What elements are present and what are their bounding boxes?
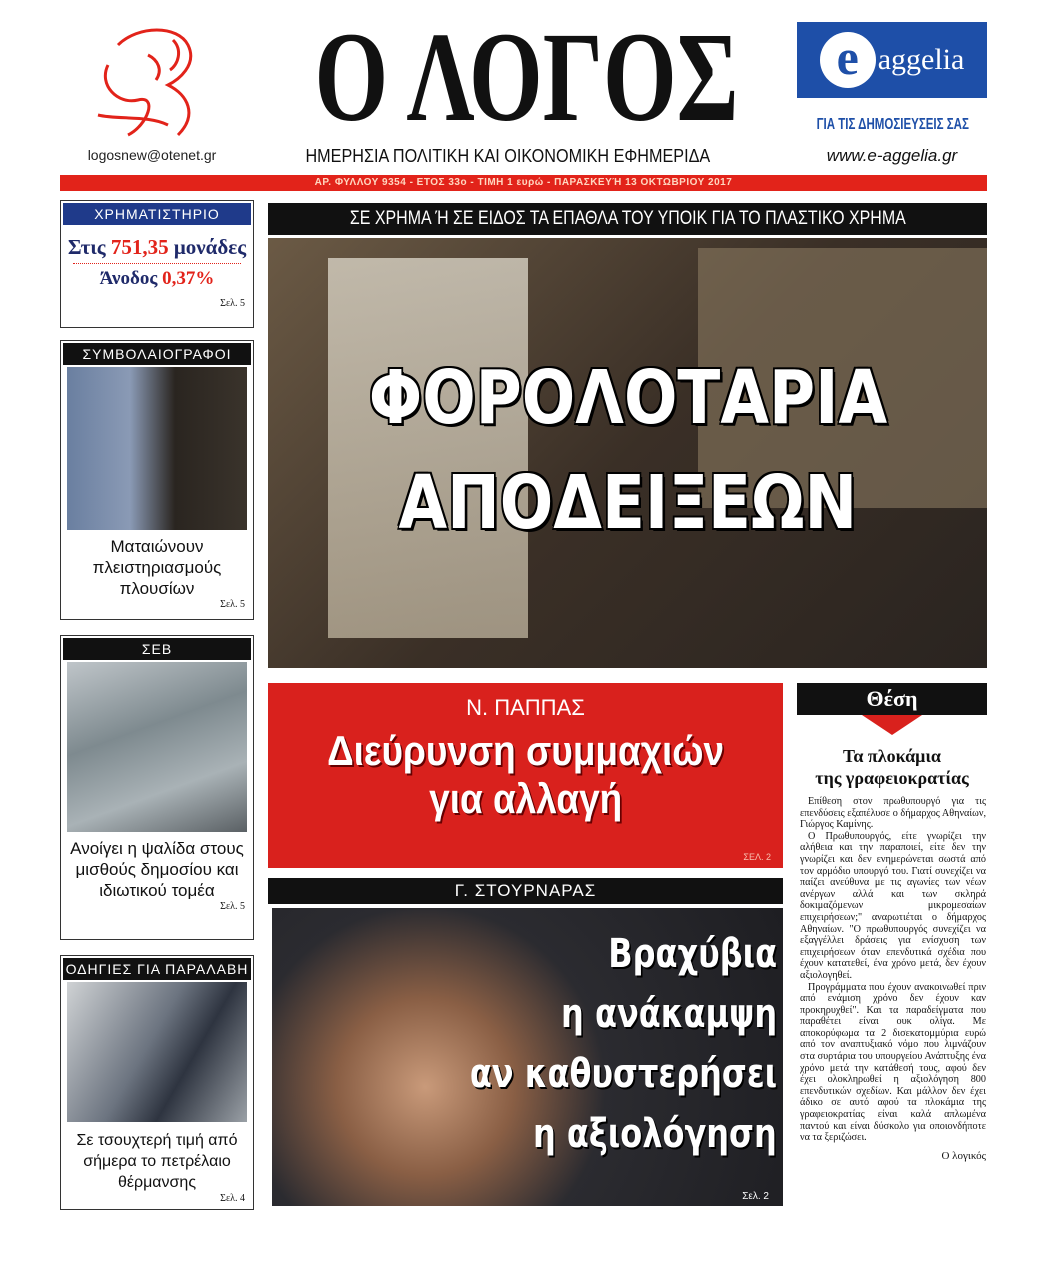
newspaper-logo-illustration xyxy=(78,25,228,145)
story-headline-line2-wrap xyxy=(268,775,783,823)
sidebar-heating-oil[interactable] xyxy=(60,955,254,1210)
story-headline-line1-wrap xyxy=(268,727,783,775)
sidebar-notaries[interactable] xyxy=(60,340,254,620)
red-triangle-decoration xyxy=(862,715,922,735)
page-ref: Σελ. 5 xyxy=(220,901,245,912)
lead-headline-line1: ΦΟΡΟΛΟΤΑΡΙΑ xyxy=(368,355,887,441)
notary-photo xyxy=(67,367,247,530)
box-header: ΧΡΗΜΑΤΙΣΤΗΡΙΟ xyxy=(63,203,251,225)
index-value-line: Στις 751,35 μονάδες xyxy=(67,235,247,259)
e-logo-icon: e xyxy=(820,32,876,88)
story-name: Ν. ΠΑΠΠΑΣ xyxy=(466,695,585,720)
lead-photo-receipts[interactable] xyxy=(268,238,987,668)
office-photo xyxy=(67,662,247,832)
ad-logo-text: aggelia xyxy=(877,43,965,76)
contact-email: logosnew@otenet.gr xyxy=(87,147,217,163)
story-headline-line1: Διεύρυνση συμμαχιών xyxy=(326,727,725,774)
lead-kicker: ΣΕ ΧΡΗΜΑ Ή ΣΕ ΕΙΔΟΣ ΤΑ ΕΠΑΘΛΑ ΤΟΥ ΥΠΟΙΚ ΓΙΑ ΤΟ ΠΛΑΣΤΙΚΟ ΧΡΗΜΑ xyxy=(349,208,906,229)
ad-tagline-wrap xyxy=(787,116,997,134)
ad-url[interactable]: www.e-aggelia.gr xyxy=(826,146,958,165)
pappas-story[interactable] xyxy=(268,683,783,868)
page-ref: Σελ. 2 xyxy=(742,1191,769,1202)
issue-info-bar: ΑΡ. ΦΥΛΛΟΥ 9354 - ΕΤΟΣ 33ο - ΤΙΜΗ 1 ευρώ - ΠΑΡΑΣΚΕΥΉ 13 ΟΚΤΩΒΡΙΟΥ 2017 xyxy=(60,175,987,191)
story-headline-line2: για αλλαγή xyxy=(428,775,623,822)
page-ref: ΣΕΛ. 2 xyxy=(743,852,771,862)
e-aggelia-ad-logo[interactable] xyxy=(797,22,987,98)
lead-headline-line2: ΑΠΟΔΕΙΞΕΩΝ xyxy=(398,460,857,546)
opinion-paragraph: Ο Πρωθυπουργός, είτε γνωρίζει την αλήθεια και την παραποιεί, είτε δεν την γνωρίζει και δεν ενημερώνεται σωστά από τον αρμόδιο υπουργό του. Γιατί συνεχίζει να παίζει ανεύθυνα με τις αγωνίες των νέων ανέργων αλλά και των σκληρά δοκιμαζόμενων μικρομεσαίων επιχειρήσεων;" αναρωτιέται ο δήμαρχος Αθηναίων. "Ο πρωθυπουργός συνεχίζει να εξαγγέλλει δράσεις για ενίσχυση των επιχειρήσεων όταν επενδυτικά σχέδια που έχουν κατατεθεί, ένα χρόνο μετά, δεν έχουν αξιολογηθεί. xyxy=(800,830,986,981)
heating-oil-photo xyxy=(67,982,247,1122)
lead-headline-line2-wrap xyxy=(268,458,987,548)
page-ref: Σελ. 5 xyxy=(220,298,245,309)
box-header: ΣΥΜΒΟΛΑΙΟΓΡΑΦΟΙ xyxy=(63,343,251,365)
stournaras-photo[interactable] xyxy=(272,908,783,1206)
opinion-paragraph: Προγράμματα που έχουν ανακοινωθεί πριν από ενάμιση χρόνο δεν έχουν καν προκηρυχθεί". Και τα παραδείγματα που παραθέτει είναι ουκ ολίγα. Με αποκορύφωμα τα 2 δισεκατομμύρια ευρώ από τον αναπτυξιακό νόμο που λιμνάζουν στα συρτάρια του υπουργείου Ανάπτυξης ένα χρόνο μετά την κατάθεσή τους, αφού δεν έχει ολοκληρωθεί η αξιολόγηση 800 επενδυτικών σχεδίων. Και μάλλον δεν έχει άδικο σε αυτό αφού τα πλοκάμια της γραφειοκρατίας είναι καλά απλωμένα παντού και είναι δύσκολο για οποιονδήποτε να τα ξεριζώσει. xyxy=(800,981,986,1144)
story-headline-line3: αν καθυστερήσει xyxy=(469,1051,777,1097)
lead-kicker-bar xyxy=(268,203,987,235)
story-caption: Σε τσουχτερή τιμή από σήμερα το πετρέλαιο θέρμανσης xyxy=(76,1132,238,1191)
box-header: ΟΔΗΓΙΕΣ ΓΙΑ ΠΑΡΑΛΑΒΗ xyxy=(63,958,251,980)
opinion-signature: Ο λογικός xyxy=(941,1149,986,1162)
newspaper-subtitle-wrap xyxy=(240,146,775,167)
story-caption: Ανοίγει η ψαλίδα στους μισθούς δημοσίου και ιδιωτικού τομέα xyxy=(70,839,244,900)
lead-headline-line1-wrap xyxy=(268,353,987,443)
opinion-title: Τα πλοκάμια της γραφειοκρατίας xyxy=(815,746,969,788)
story-caption: Ματαιώνουν πλειστηριασμούς πλουσίων xyxy=(92,537,222,598)
opinion-body xyxy=(800,796,986,1163)
sidebar-sev[interactable] xyxy=(60,635,254,940)
index-change-line: Άνοδος 0,37% xyxy=(99,268,215,289)
sidebar-stock-market[interactable] xyxy=(60,200,254,328)
page-ref: Σελ. 5 xyxy=(220,599,245,610)
ad-tagline: ΓΙΑ ΤΙΣ ΔΗΜΟΣΙΕΥΣΕΙΣ ΣΑΣ xyxy=(816,116,969,133)
opinion-section-header: Θέση xyxy=(797,683,987,715)
story-headline-line4: η αξιολόγηση xyxy=(533,1111,777,1157)
page-ref: Σελ. 4 xyxy=(220,1193,245,1204)
opinion-paragraph: Επίθεση στον πρωθυπουργό για τις επενδύσεις εξαπέλυσε ο δήμαρχος Αθηναίων, Γιώργος Καμίνης. xyxy=(800,796,986,831)
newspaper-subtitle: ΗΜΕΡΗΣΙΑ ΠΟΛΙΤΙΚΗ ΚΑΙ ΟΙΚΟΝΟΜΙΚΗ ΕΦΗΜΕΡΙΔΑ xyxy=(305,146,710,166)
stournaras-name-bar: Γ. ΣΤΟΥΡΝΑΡΑΣ xyxy=(268,878,783,904)
story-headline-line2: η ανάκαμψη xyxy=(560,991,777,1037)
box-header: ΣΕΒ xyxy=(63,638,251,660)
newspaper-title: Ο ΛΟΓΟΣ xyxy=(314,6,739,148)
story-headline-line1: Βραχύβια xyxy=(608,931,777,977)
newspaper-title-wrap xyxy=(240,6,775,148)
